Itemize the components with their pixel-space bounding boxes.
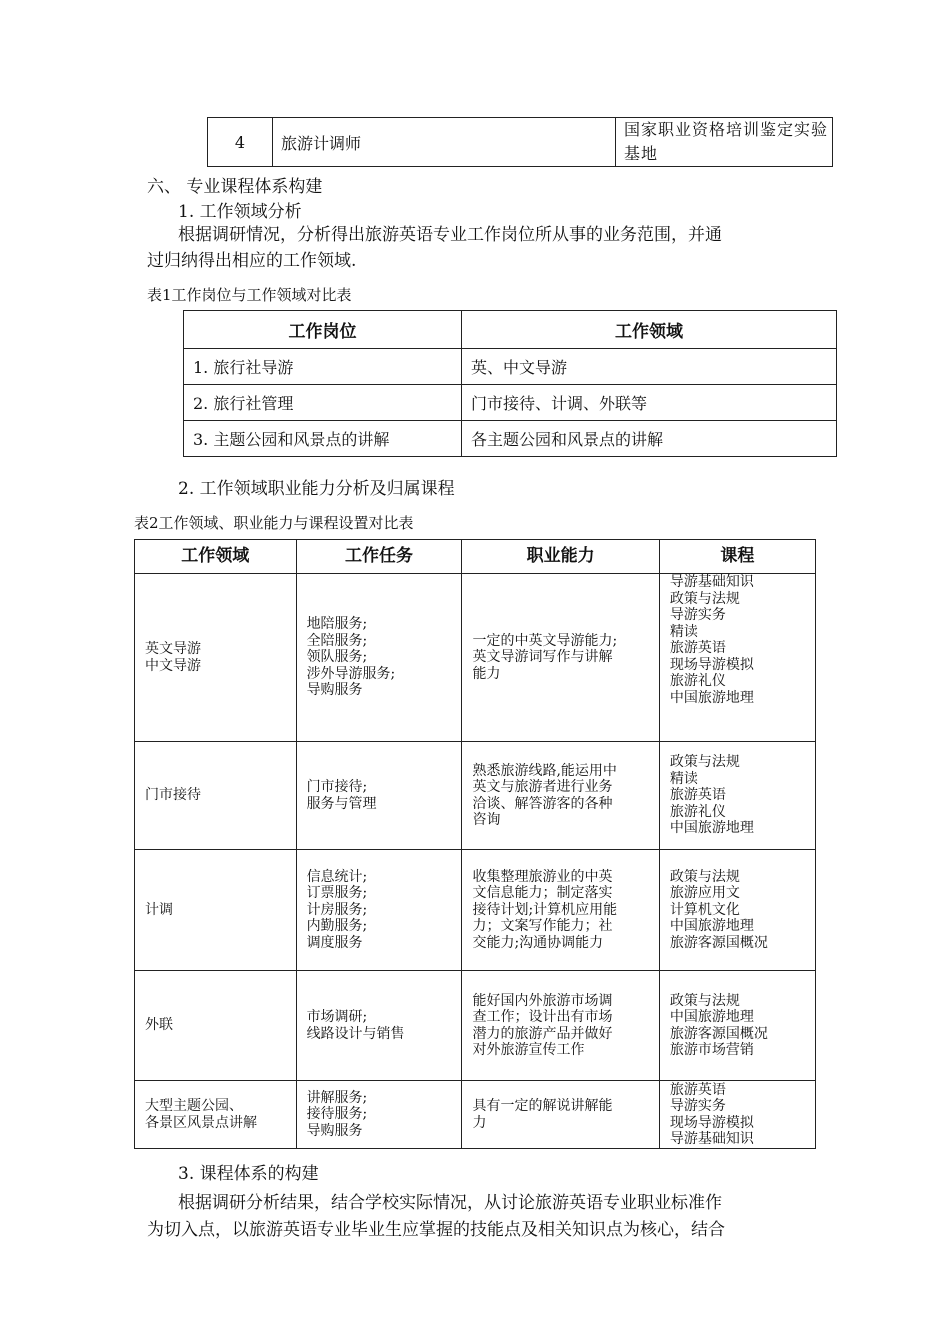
cell-line: 现场导游模拟 <box>669 656 754 673</box>
paragraph-1-line-2: 过归纳得出相应的工作领域. <box>147 251 357 271</box>
cell-line: 旅游市场营销 <box>669 1042 754 1058</box>
cell-line: 政策与法规 <box>669 754 740 771</box>
cell-line: 领队服务; <box>306 649 368 666</box>
cell-line: 讲解服务; <box>306 1089 368 1106</box>
cell-line: 现场导游模拟 <box>669 1114 754 1131</box>
cell-line: 计调 <box>145 901 173 918</box>
cell-line: 导购服务 <box>306 682 363 699</box>
cell-line: 旅游客源国概况 <box>669 1025 768 1042</box>
table-cell: 门市接待、计调、外联等 <box>462 385 837 421</box>
cell-line: 导游基础知识 <box>669 1131 754 1147</box>
cell-line: 各景区风景点讲解 <box>145 1114 257 1131</box>
cell-line: 计房服务; <box>306 901 368 918</box>
cell-line: 力 <box>472 1114 487 1131</box>
column-header: 课程 <box>659 540 815 574</box>
table-row <box>208 118 833 167</box>
cell-line: 导游实务 <box>669 1098 726 1114</box>
cell-line: 中文导游 <box>145 657 201 674</box>
tasks-cell <box>296 1081 462 1149</box>
cell-line: 门市接待 <box>145 787 201 804</box>
table-row <box>184 349 837 385</box>
cell-line: 一定的中英文导游能力; <box>472 632 618 649</box>
table-cell: 3. 主题公园和风景点的讲解 <box>184 421 462 457</box>
cell-line: 英文与旅游者进行业务 <box>472 779 613 795</box>
cell-line: 内勤服务; <box>306 918 368 935</box>
post-name: 旅游计调师 <box>273 118 616 167</box>
cell-line: 咨询 <box>472 812 501 828</box>
cell-line: 信息统计; <box>306 868 368 885</box>
cell-line: 服务与管理 <box>306 795 377 812</box>
table-row <box>135 574 816 742</box>
cell-line: 精读 <box>669 623 698 640</box>
ability-cell <box>462 971 659 1081</box>
cell-line: 政策与法规 <box>669 868 740 885</box>
table-cell: 1. 旅行社导游 <box>184 349 462 385</box>
cell-line: 英文导游 <box>145 641 201 657</box>
cell-line: 能好国内外旅游市场调 <box>472 992 613 1009</box>
domain-cell <box>135 971 297 1081</box>
cell-line: 导游基础知识 <box>669 574 754 590</box>
paragraph-1-line-1: 根据调研情况，分析得出旅游英语专业工作岗位所从事的业务范围，并通 <box>178 225 722 245</box>
cell-line: 文信息能力；制定落实 <box>472 885 613 902</box>
ability-cell <box>462 742 659 850</box>
cell-line: 接待服务; <box>306 1106 368 1123</box>
cell-line: 熟悉旅游线路,能运用中 <box>472 762 617 779</box>
cell-line: 中国旅游地理 <box>669 689 754 706</box>
ability-cell <box>462 1081 659 1149</box>
cell-line: 收集整理旅游业的中英 <box>472 868 613 885</box>
cell-line: 导游实务 <box>669 607 726 623</box>
tasks-cell <box>296 850 462 971</box>
column-header: 工作岗位 <box>184 311 462 349</box>
cell-line: 旅游礼仪 <box>669 673 726 689</box>
cell-line: 精读 <box>669 770 698 787</box>
cell-line: 导购服务 <box>306 1122 363 1139</box>
cell-line: 对外旅游宣传工作 <box>472 1042 585 1058</box>
table-row <box>135 1081 816 1149</box>
cell-line: 旅游应用文 <box>669 885 740 902</box>
cell-line: 涉外导游服务; <box>306 665 396 682</box>
domain-cell <box>135 1081 297 1149</box>
table-1 <box>183 310 837 457</box>
cell-line: 订票服务; <box>306 885 368 902</box>
table-2-caption: 表2工作领域、职业能力与课程设置对比表 <box>134 514 414 532</box>
cell-line: 外联 <box>145 1017 173 1034</box>
cell-line: 全陪服务; <box>306 632 368 649</box>
cell-line: 潜力的旅游产品并做好 <box>472 1025 613 1042</box>
cell-line: 中国旅游地理 <box>669 820 754 837</box>
paragraph-3-line-1: 根据调研分析结果，结合学校实际情况，从讨论旅游英语专业职业标准作 <box>178 1193 722 1213</box>
cell-line: 旅游客源国概况 <box>669 934 768 951</box>
tasks-cell <box>296 742 462 850</box>
cell-line: 地陪服务; <box>306 616 368 633</box>
top-table <box>207 117 833 167</box>
courses-cell <box>659 742 815 850</box>
courses-cell <box>659 1081 815 1149</box>
column-header: 工作任务 <box>296 540 462 574</box>
table-row <box>135 971 816 1081</box>
cell-line: 中国旅游地理 <box>669 1009 754 1025</box>
cell-line: 线路设计与销售 <box>306 1025 405 1042</box>
cell-line: 交能力;沟通协调能力 <box>472 934 604 951</box>
table-1-caption: 表1工作岗位与工作领域对比表 <box>147 286 352 304</box>
cell-line: 市场调研; <box>306 1009 368 1025</box>
cell-line: 计算机文化 <box>669 901 740 918</box>
table-row <box>184 385 837 421</box>
domain-cell <box>135 850 297 971</box>
cell-line: 旅游礼仪 <box>669 803 726 820</box>
subsection-3-heading: 3. 课程体系的构建 <box>178 1164 319 1184</box>
cell-line: 力；文案写作能力；社 <box>472 918 613 935</box>
cell-line: 中国旅游地理 <box>669 918 754 935</box>
cell-line: 具有一定的解说讲解能 <box>472 1098 613 1114</box>
column-header: 工作领域 <box>135 540 297 574</box>
cell-line: 政策与法规 <box>669 992 740 1009</box>
cell-line: 政策与法规 <box>669 590 740 607</box>
table-2 <box>134 539 816 1149</box>
cell-line: 洽谈、解答游客的各种 <box>472 795 613 812</box>
table-header-row <box>184 311 837 349</box>
cell-line: 英文导游词写作与讲解 <box>472 649 613 666</box>
tasks-cell <box>296 971 462 1081</box>
courses-cell <box>659 850 815 971</box>
cell-line: 旅游英语 <box>669 787 726 804</box>
cell-line: 能力 <box>472 665 501 682</box>
paragraph-3-line-2: 为切入点，以旅游英语专业毕业生应掌握的技能点及相关知识点为核心，结合 <box>147 1220 725 1240</box>
cell-line: 大型主题公园、 <box>145 1098 243 1114</box>
subsection-1-heading: 1. 工作领域分析 <box>178 202 302 222</box>
cell-line: 接待计划;计算机应用能 <box>472 901 618 918</box>
table-cell: 各主题公园和风景点的讲解 <box>462 421 837 457</box>
ability-cell <box>462 850 659 971</box>
domain-cell <box>135 574 297 742</box>
courses-cell <box>659 971 815 1081</box>
cell-line: 旅游英语 <box>669 640 726 656</box>
cell-line: 查工作；设计出有市场 <box>472 1009 613 1025</box>
cell-line: 旅游英语 <box>669 1081 726 1098</box>
base-name: 国家职业资格培训鉴定实验基地 <box>616 118 833 167</box>
domain-cell <box>135 742 297 850</box>
table-cell: 英、中文导游 <box>462 349 837 385</box>
column-header: 工作领域 <box>462 311 837 349</box>
table-row <box>135 742 816 850</box>
section-heading: 六、 专业课程体系构建 <box>147 177 323 197</box>
tasks-cell <box>296 574 462 742</box>
table-header-row <box>135 540 816 574</box>
table-cell: 2. 旅行社管理 <box>184 385 462 421</box>
cell-line: 调度服务 <box>306 934 363 951</box>
ability-cell <box>462 574 659 742</box>
courses-cell <box>659 574 815 742</box>
cell-line: 门市接待; <box>306 779 368 795</box>
table-row <box>184 421 837 457</box>
column-header: 职业能力 <box>462 540 659 574</box>
subsection-2-heading: 2. 工作领域职业能力分析及归属课程 <box>178 479 455 499</box>
row-number: 4 <box>208 118 273 167</box>
table-row <box>135 850 816 971</box>
